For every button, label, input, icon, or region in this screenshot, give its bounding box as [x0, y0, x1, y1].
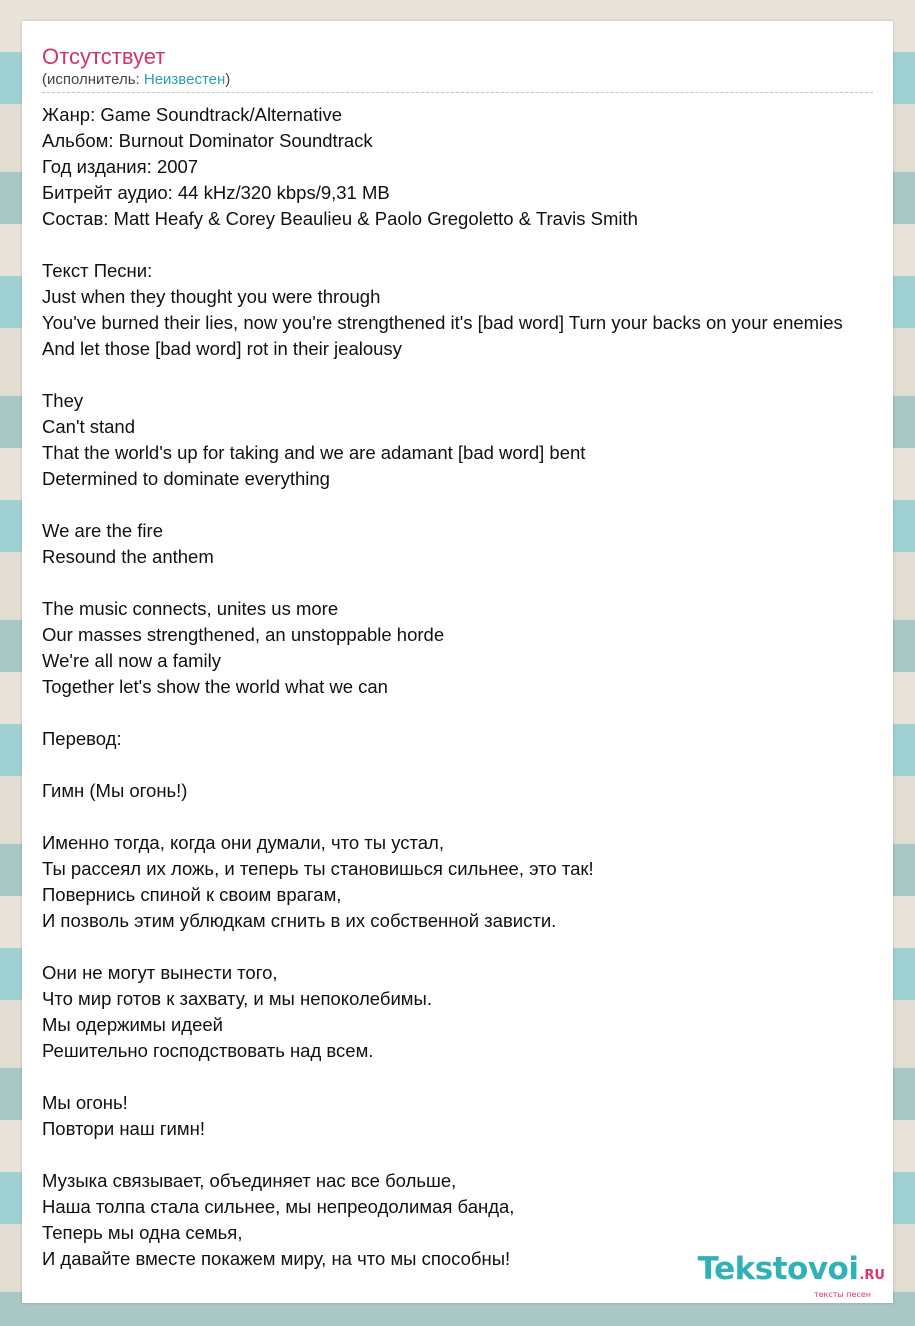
lyrics-line: Together let's show the world what we can — [42, 676, 388, 697]
blank-line — [42, 362, 893, 388]
lyrics-label: Текст Песни: — [42, 260, 153, 281]
lyrics-line: The music connects, unites us more — [42, 598, 339, 619]
lyrics-line: Resound the anthem — [42, 546, 214, 567]
lyrics-line: That the world's up for taking and we are adamant [bad word] bent — [42, 442, 586, 463]
lyrics-line: Determined to dominate everything — [42, 468, 330, 489]
logo-name: Tekstovoi — [697, 1251, 859, 1287]
translation-line: Наша толпа стала сильнее, мы непреодолимая банда, — [42, 1196, 515, 1217]
logo-tagline: тексты песен — [813, 1290, 871, 1299]
translation-title: Гимн (Мы огонь!) — [42, 780, 188, 801]
site-logo[interactable] — [698, 1253, 885, 1299]
info-line: Год издания: 2007 — [42, 156, 199, 177]
lyrics-line: Just when they thought you were through — [42, 286, 381, 307]
song-card — [22, 21, 893, 1303]
artist-suffix: ) — [225, 71, 231, 88]
blank-line — [42, 700, 893, 726]
translation-line: Ты рассеял их ложь, и теперь ты становишься сильнее, это так! — [42, 858, 594, 879]
translation-line: Музыка связывает, объединяет нас все больше, — [42, 1170, 457, 1191]
translation-line: Именно тогда, когда они думали, что ты устал, — [42, 832, 444, 853]
blank-line — [42, 232, 893, 258]
translation-line: Повернись спиной к своим врагам, — [42, 884, 342, 905]
blank-line — [42, 1142, 893, 1168]
blank-line — [42, 752, 893, 778]
logo-tld: .RU — [859, 1268, 885, 1283]
lyrics-line: And let those [bad word] rot in their jealousy — [42, 338, 402, 359]
info-line: Битрейт аудио: 44 kHz/320 kbps/9,31 MB — [42, 182, 390, 203]
lyrics-line: Can't stand — [42, 416, 136, 437]
translation-line: И давайте вместе покажем миру, на что мы способны! — [42, 1248, 511, 1269]
translation-line: Что мир готов к захвату, и мы непоколебимы. — [42, 988, 432, 1009]
artist-line — [42, 71, 873, 89]
song-title: Отсутствует — [42, 44, 166, 69]
translation-line: Повтори наш гимн! — [42, 1118, 205, 1139]
translation-line: Мы одержимы идеей — [42, 1014, 224, 1035]
logo-wordmark — [698, 1253, 885, 1292]
translation-line: Мы огонь! — [42, 1092, 128, 1113]
song-content — [42, 102, 893, 1272]
blank-line — [42, 492, 893, 518]
artist-link[interactable]: Неизвестен — [143, 71, 226, 88]
translation-line: Они не могут вынести того, — [42, 962, 278, 983]
blank-line — [42, 804, 893, 830]
lyrics-line: We're all now a family — [42, 650, 222, 671]
info-line: Жанр: Game Soundtrack/Alternative — [42, 104, 343, 125]
translation-line: И позволь этим ублюдкам сгнить в их собственной зависти. — [42, 910, 557, 931]
lyrics-line: Our masses strengthened, an unstoppable horde — [42, 624, 445, 645]
blank-line — [42, 934, 893, 960]
translation-line: Теперь мы одна семья, — [42, 1222, 243, 1243]
lyrics-line: They — [42, 390, 84, 411]
translation-line: Решительно господствовать над всем. — [42, 1040, 374, 1061]
lyrics-line: We are the fire — [42, 520, 163, 541]
song-header — [42, 43, 873, 93]
blank-line — [42, 1064, 893, 1090]
artist-prefix: (исполнитель: — [42, 71, 144, 88]
info-line: Состав: Matt Heafy & Corey Beaulieu & Paolo Gregoletto & Travis Smith — [42, 208, 638, 229]
info-line: Альбом: Burnout Dominator Soundtrack — [42, 130, 373, 151]
translation-label: Перевод: — [42, 728, 122, 749]
blank-line — [42, 570, 893, 596]
lyrics-line: You've burned their lies, now you're strengthened it's [bad word] Turn your backs on your enemies — [42, 312, 843, 333]
